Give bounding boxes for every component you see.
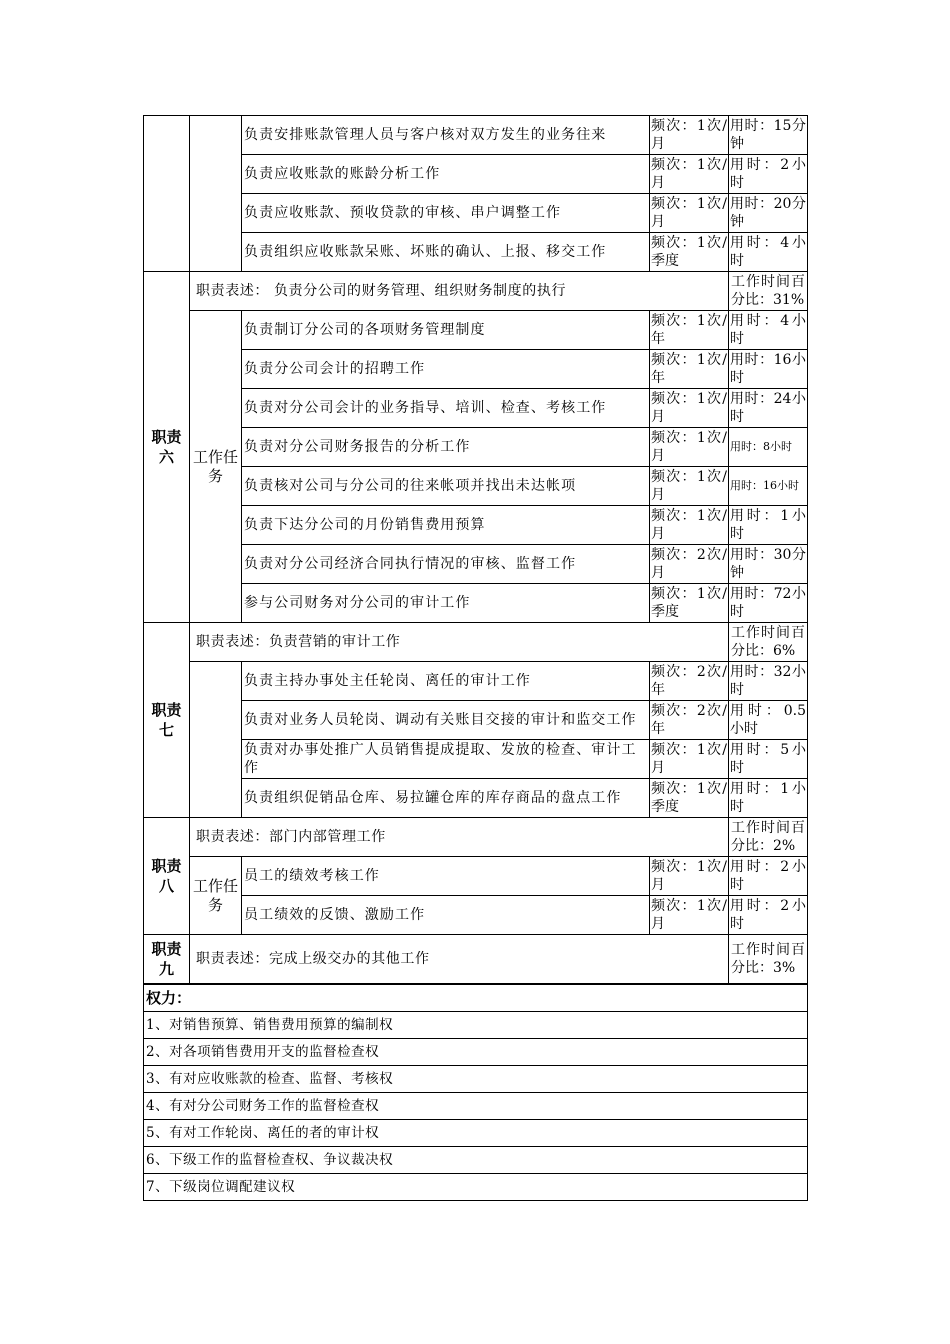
task-frequency: 频次：1次/季度 <box>650 779 729 818</box>
power-item: 6、下级工作的监督检查权、争议裁决权 <box>144 1147 808 1174</box>
task-frequency: 频次：1次/月 <box>650 857 729 896</box>
duty-label <box>144 116 190 272</box>
task-row <box>144 116 808 155</box>
power-item: 5、有对工作轮岗、离任的者的审计权 <box>144 1120 808 1147</box>
task-duration: 用时：2小时 <box>729 896 808 935</box>
task-duration: 用时：4小时 <box>729 311 808 350</box>
powers-heading: 权力： <box>144 985 808 1012</box>
task-row <box>144 311 808 350</box>
power-item: 7、下级岗位调配建议权 <box>144 1174 808 1201</box>
task-frequency: 频次：1次/年 <box>650 311 729 350</box>
power-item: 2、对各项销售费用开支的监督检查权 <box>144 1039 808 1066</box>
task-frequency: 频次：1次/月 <box>650 740 729 779</box>
power-item: 3、有对应收账款的检查、监督、考核权 <box>144 1066 808 1093</box>
power-row <box>144 1174 808 1201</box>
task-row <box>144 506 808 545</box>
task-duration: 用时：0.5小时 <box>729 701 808 740</box>
task-duration: 用时：24小时 <box>729 389 808 428</box>
duty-description: 职责表述：部门内部管理工作 <box>190 818 729 857</box>
task-description: 负责对业务人员轮岗、调动有关账目交接的审计和监交工作 <box>242 701 650 740</box>
task-description: 负责组织应收账款呆账、坏账的确认、上报、移交工作 <box>242 233 650 272</box>
task-description: 负责应收账款、预收贷款的审核、串户调整工作 <box>242 194 650 233</box>
task-row <box>144 896 808 935</box>
power-item: 4、有对分公司财务工作的监督检查权 <box>144 1093 808 1120</box>
work-time-percentage: 工作时间百分比：2% <box>729 818 808 857</box>
task-duration: 用时：15分钟 <box>729 116 808 155</box>
task-duration: 用时：16小时 <box>729 350 808 389</box>
task-row <box>144 467 808 506</box>
task-frequency: 频次：1次/月 <box>650 506 729 545</box>
duty-description: 职责表述：负责营销的审计工作 <box>190 623 729 662</box>
power-row <box>144 1093 808 1120</box>
powers-body <box>144 985 808 1201</box>
task-description: 负责制订分公司的各项财务管理制度 <box>242 311 650 350</box>
task-row <box>144 194 808 233</box>
task-frequency: 频次：1次/月 <box>650 389 729 428</box>
task-frequency: 频次：1次/月 <box>650 194 729 233</box>
duty-desc-row <box>144 272 808 311</box>
task-row <box>144 584 808 623</box>
task-row <box>144 428 808 467</box>
task-row <box>144 350 808 389</box>
duty-description: 职责表述：完成上级交办的其他工作 <box>190 935 729 984</box>
task-duration: 用时：20分钟 <box>729 194 808 233</box>
task-duration: 用时：16小时 <box>729 467 808 506</box>
power-row <box>144 1147 808 1174</box>
task-description: 员工的绩效考核工作 <box>242 857 650 896</box>
task-description: 负责对分公司财务报告的分析工作 <box>242 428 650 467</box>
duty-label: 职责九 <box>144 935 190 984</box>
duty-desc-row <box>144 623 808 662</box>
task-row <box>144 155 808 194</box>
task-description: 负责核对公司与分公司的往来帐项并找出未达帐项 <box>242 467 650 506</box>
task-description: 负责下达分公司的月份销售费用预算 <box>242 506 650 545</box>
task-duration: 用时：32小时 <box>729 662 808 701</box>
task-description: 负责对分公司会计的业务指导、培训、检查、考核工作 <box>242 389 650 428</box>
power-row <box>144 1120 808 1147</box>
task-row <box>144 545 808 584</box>
task-frequency: 频次：2次/年 <box>650 701 729 740</box>
task-description: 负责分公司会计的招聘工作 <box>242 350 650 389</box>
task-frequency: 频次：1次/季度 <box>650 233 729 272</box>
task-row <box>144 233 808 272</box>
power-row <box>144 1012 808 1039</box>
task-group-label: 工作任务 <box>190 311 242 623</box>
task-description: 负责组织促销品仓库、易拉罐仓库的库存商品的盘点工作 <box>242 779 650 818</box>
task-row <box>144 701 808 740</box>
task-frequency: 频次：1次/月 <box>650 428 729 467</box>
task-description: 负责主持办事处主任轮岗、离任的审计工作 <box>242 662 650 701</box>
task-row <box>144 779 808 818</box>
task-duration: 用时：4小时 <box>729 233 808 272</box>
duty-label: 职责六 <box>144 272 190 623</box>
task-description: 参与公司财务对分公司的审计工作 <box>242 584 650 623</box>
task-duration: 用时：1小时 <box>729 779 808 818</box>
task-duration: 用时：2小时 <box>729 155 808 194</box>
task-group-label <box>190 662 242 818</box>
duty-description: 职责表述： 负责分公司的财务管理、组织财务制度的执行 <box>190 272 729 311</box>
powers-table <box>143 984 808 1201</box>
task-description: 员工绩效的反馈、激励工作 <box>242 896 650 935</box>
duty-desc-row <box>144 935 808 984</box>
task-frequency: 频次：1次/年 <box>650 350 729 389</box>
task-duration: 用时：30分钟 <box>729 545 808 584</box>
task-row <box>144 740 808 779</box>
task-row <box>144 857 808 896</box>
duty-label: 职责七 <box>144 623 190 818</box>
duties-table <box>143 115 808 984</box>
task-duration: 用时：2小时 <box>729 857 808 896</box>
task-description: 负责对分公司经济合同执行情况的审核、监督工作 <box>242 545 650 584</box>
job-description-document <box>143 115 807 1201</box>
task-frequency: 频次：2次/年 <box>650 662 729 701</box>
work-time-percentage: 工作时间百分比：6% <box>729 623 808 662</box>
task-frequency: 频次：1次/月 <box>650 467 729 506</box>
task-frequency: 频次：1次/月 <box>650 155 729 194</box>
work-time-percentage: 工作时间百分比：3% <box>729 935 808 984</box>
duty-label: 职责八 <box>144 818 190 935</box>
task-frequency: 频次：1次/季度 <box>650 584 729 623</box>
task-description: 负责安排账款管理人员与客户核对双方发生的业务往来 <box>242 116 650 155</box>
task-row <box>144 389 808 428</box>
task-duration: 用时：1小时 <box>729 506 808 545</box>
task-group-label <box>190 116 242 272</box>
task-row <box>144 662 808 701</box>
work-time-percentage: 工作时间百分比：31% <box>729 272 808 311</box>
power-row <box>144 1066 808 1093</box>
task-frequency: 频次：2次/月 <box>650 545 729 584</box>
task-duration: 用时：72小时 <box>729 584 808 623</box>
task-description: 负责对办事处推广人员销售提成提取、发放的检查、审计工作 <box>242 740 650 779</box>
task-duration: 用时：8小时 <box>729 428 808 467</box>
power-row <box>144 1039 808 1066</box>
duties-body <box>144 116 808 984</box>
task-duration: 用时：5小时 <box>729 740 808 779</box>
task-frequency: 频次：1次/ 月 <box>650 896 729 935</box>
task-description: 负责应收账款的账龄分析工作 <box>242 155 650 194</box>
task-group-label: 工作任务 <box>190 857 242 935</box>
duty-desc-row <box>144 818 808 857</box>
power-item: 1、对销售预算、销售费用预算的编制权 <box>144 1012 808 1039</box>
task-frequency: 频次：1次/月 <box>650 116 729 155</box>
